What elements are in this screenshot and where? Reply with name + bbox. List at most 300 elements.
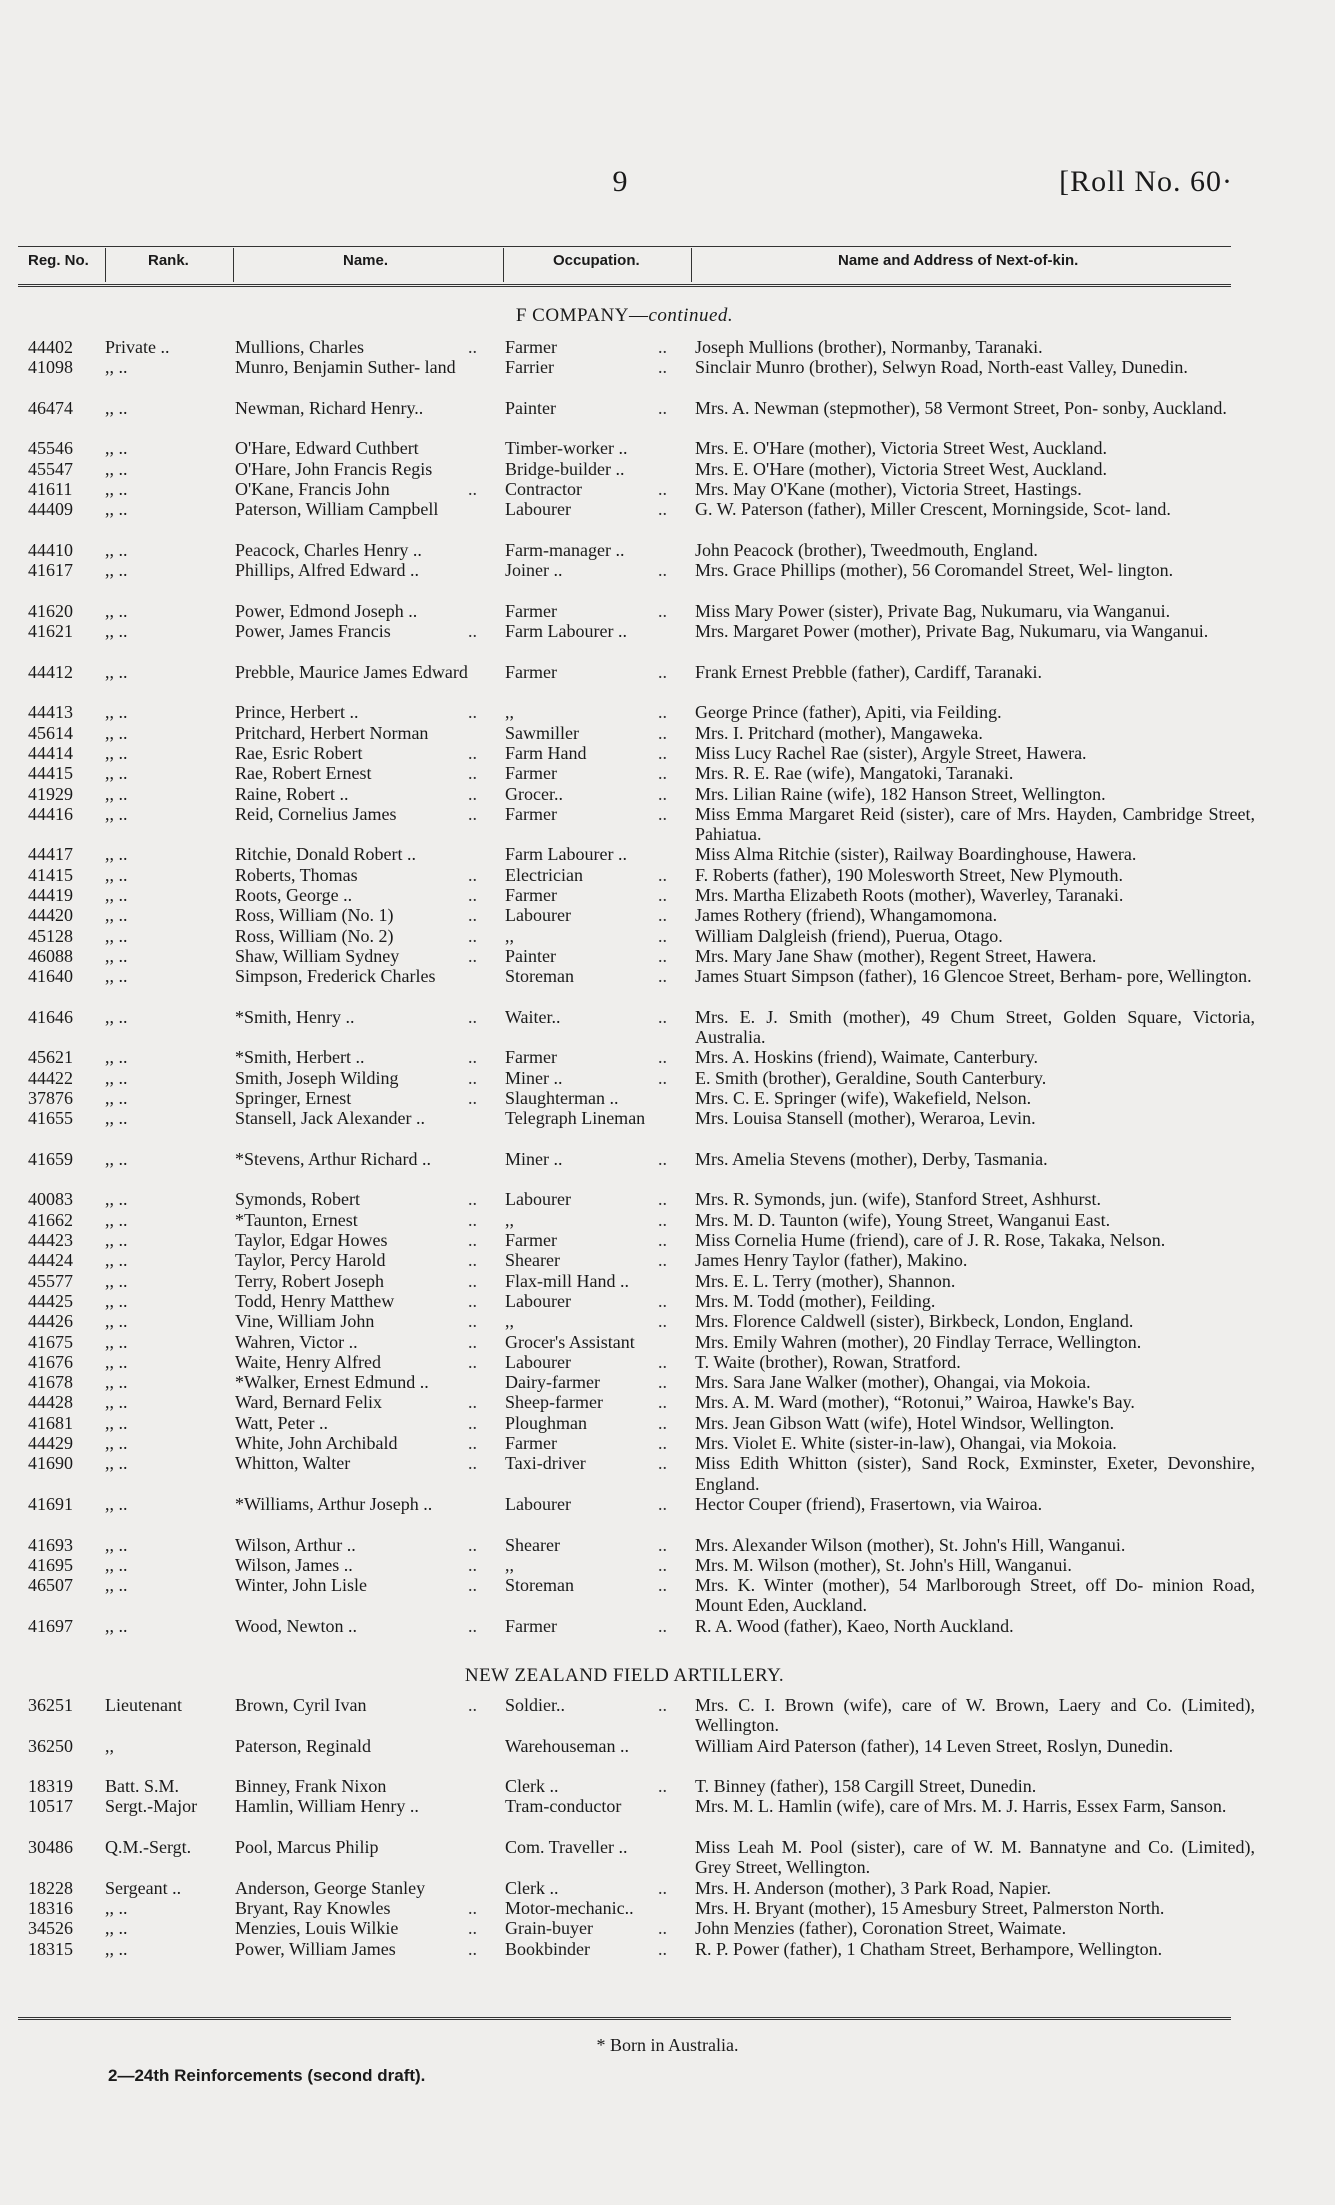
table-row: [18, 1392, 1231, 1412]
soldier-name: O'Kane, Francis John: [235, 479, 390, 500]
reg-number: 44422: [28, 1067, 73, 1088]
rank: ,, ..: [105, 1270, 128, 1291]
col-divider: [233, 248, 234, 282]
rank: ,, ..: [105, 1148, 128, 1169]
table-row: [18, 1616, 1231, 1636]
rank: ,, ..: [105, 1493, 128, 1514]
occupation: Telegraph Lineman: [505, 1108, 646, 1129]
occupation: Farmer: [505, 600, 557, 621]
occupation: Clerk ..: [505, 1877, 559, 1898]
rank: ,, ..: [105, 1189, 128, 1210]
rank: ,, ..: [105, 1108, 128, 1129]
next-of-kin: Mrs. M. L. Hamlin (wife), care of Mrs. M. J. Harris, Essex Farm, Sanson.: [695, 1796, 1227, 1817]
occupation: Farm Labourer ..: [505, 621, 627, 642]
occupation: Labourer: [505, 1493, 571, 1514]
reg-number: 41646: [28, 1006, 73, 1027]
soldier-name: Power, James Francis: [235, 621, 391, 642]
table-row: [18, 1149, 1231, 1190]
occupation: Farmer: [505, 885, 557, 906]
rank: ,, ..: [105, 864, 128, 885]
reg-number: 44414: [28, 742, 73, 763]
name-leader-dots: ..: [468, 1006, 477, 1027]
occupation: Miner ..: [505, 1067, 563, 1088]
rank: ,, ..: [105, 560, 128, 581]
table-row: [18, 621, 1231, 662]
next-of-kin: George Prince (father), Apiti, via Feilding.: [695, 702, 1002, 723]
reg-number: 44415: [28, 763, 73, 784]
rank: ,, ..: [105, 1897, 128, 1918]
table-row: [18, 1494, 1231, 1535]
occupation: Com. Traveller ..: [505, 1837, 628, 1858]
table-row: [18, 1736, 1231, 1777]
soldier-name: Stansell, Jack Alexander ..: [235, 1108, 425, 1129]
reg-number: 44425: [28, 1290, 73, 1311]
occupation-leader-dots: ..: [658, 722, 667, 743]
table-row: [18, 723, 1231, 743]
reg-number: 44429: [28, 1433, 73, 1454]
rank: ,, ..: [105, 397, 128, 418]
occupation-leader-dots: ..: [658, 1067, 667, 1088]
soldier-name: Rae, Esric Robert: [235, 742, 363, 763]
table-row: [18, 1250, 1231, 1270]
occupation-leader-dots: ..: [658, 1695, 667, 1715]
soldier-name: Newman, Richard Henry..: [235, 397, 424, 418]
occupation: Labourer: [505, 499, 571, 520]
occupation: Sawmiller: [505, 722, 579, 743]
table-row: [18, 1332, 1231, 1352]
reg-number: 44402: [28, 337, 73, 357]
occupation: Tram-conductor: [505, 1796, 622, 1817]
reg-number: 46088: [28, 945, 73, 966]
soldier-name: Reid, Cornelius James: [235, 803, 397, 824]
soldier-name: Prince, Herbert ..: [235, 702, 359, 723]
occupation-leader-dots: ..: [658, 783, 667, 804]
occupation-leader-dots: ..: [658, 966, 667, 987]
occupation: Bookbinder: [505, 1938, 590, 1959]
occupation: Contractor: [505, 479, 582, 500]
rank: ,, ..: [105, 1230, 128, 1251]
soldier-name: White, John Archibald: [235, 1433, 398, 1454]
reg-number: 41655: [28, 1108, 73, 1129]
table-row: [18, 1230, 1231, 1250]
occupation: Grain-buyer: [505, 1918, 593, 1939]
rank: ,, ..: [105, 702, 128, 723]
reg-number: 41691: [28, 1493, 73, 1514]
reg-number: 40083: [28, 1189, 73, 1210]
occupation: Dairy-farmer: [505, 1372, 600, 1393]
name-leader-dots: ..: [468, 803, 477, 824]
rank: ,, ..: [105, 1615, 128, 1636]
rank: ,,: [105, 1735, 114, 1756]
name-leader-dots: ..: [468, 1067, 477, 1088]
occupation: Storeman: [505, 966, 574, 987]
table-row: [18, 1210, 1231, 1230]
col-next-of-kin: Name and Address of Next-of-kin.: [838, 252, 1079, 269]
reg-number: 41617: [28, 560, 73, 581]
rank: ,, ..: [105, 1250, 128, 1271]
col-rank: Rank.: [148, 252, 189, 269]
rank: ,, ..: [105, 803, 128, 824]
reg-number: 41611: [28, 479, 73, 500]
next-of-kin: Mrs. Emily Wahren (mother), 20 Findlay Terrace, Wellington.: [695, 1331, 1142, 1352]
rank: ,, ..: [105, 966, 128, 987]
table-row: [18, 1088, 1231, 1108]
reg-number: 44419: [28, 885, 73, 906]
col-divider: [691, 248, 692, 282]
name-leader-dots: ..: [468, 1695, 477, 1715]
next-of-kin: John Menzies (father), Coronation Street, Waimate.: [695, 1918, 1067, 1939]
next-of-kin: Miss Leah M. Pool (sister), care of W. M. Bannatyne and Co. (Limited), Grey Street, Wellington.: [695, 1837, 1255, 1878]
occupation: Farmer: [505, 803, 557, 824]
soldier-name: Prebble, Maurice James Edward: [235, 661, 468, 682]
rank: ,, ..: [105, 661, 128, 682]
reg-number: 44416: [28, 803, 73, 824]
rank: ,, ..: [105, 1351, 128, 1372]
next-of-kin: Mrs. Lilian Raine (wife), 182 Hanson Street, Wellington.: [695, 783, 1106, 804]
reg-number: 45128: [28, 925, 73, 946]
reg-number: 41929: [28, 783, 73, 804]
occupation-leader-dots: ..: [658, 1392, 667, 1413]
occupation-leader-dots: ..: [658, 864, 667, 885]
next-of-kin: Mrs. R. E. Rae (wife), Mangatoki, Taranaki.: [695, 763, 1014, 784]
name-leader-dots: ..: [468, 905, 477, 926]
rank: Sergeant ..: [105, 1877, 182, 1898]
name-leader-dots: ..: [468, 1290, 477, 1311]
soldier-name: Winter, John Lisle: [235, 1575, 368, 1596]
soldier-name: Ross, William (No. 2): [235, 925, 394, 946]
soldier-name: Ross, William (No. 1): [235, 905, 394, 926]
table-row: [18, 1878, 1231, 1898]
soldier-name: Bryant, Ray Knowles: [235, 1897, 391, 1918]
table-row: [18, 844, 1231, 864]
rank: ,, ..: [105, 1918, 128, 1939]
occupation: Joiner ..: [505, 560, 563, 581]
occupation: Flax-mill Hand ..: [505, 1270, 629, 1291]
table-row: [18, 926, 1231, 946]
table-row: [18, 479, 1231, 499]
soldier-name: Vine, William John: [235, 1311, 375, 1332]
name-leader-dots: ..: [468, 1230, 477, 1251]
name-leader-dots: ..: [468, 479, 477, 500]
name-leader-dots: ..: [468, 1047, 477, 1068]
next-of-kin: William Aird Paterson (father), 14 Leven Street, Roslyn, Dunedin.: [695, 1735, 1174, 1756]
reg-number: 37876: [28, 1087, 73, 1108]
table-row: [18, 865, 1231, 885]
reg-number: 46507: [28, 1575, 73, 1596]
name-leader-dots: ..: [468, 1331, 477, 1352]
occupation-leader-dots: ..: [658, 1453, 667, 1474]
table-row: [18, 763, 1231, 783]
rank: ,, ..: [105, 742, 128, 763]
occupation: Farmer: [505, 763, 557, 784]
table-row: [18, 438, 1231, 458]
header-bottom-rule: [18, 284, 1231, 287]
soldier-name: Brown, Cyril Ivan: [235, 1695, 367, 1715]
soldier-name: Roots, George ..: [235, 885, 353, 906]
soldier-name: Binney, Frank Nixon: [235, 1776, 387, 1797]
occupation-leader-dots: ..: [658, 397, 667, 418]
soldier-name: Pritchard, Herbert Norman: [235, 722, 429, 743]
table-row: [18, 499, 1231, 540]
soldier-name: Munro, Benjamin Suther- land: [235, 357, 456, 378]
soldier-name: O'Hare, John Francis Regis: [235, 458, 433, 479]
reg-number: 45614: [28, 722, 73, 743]
name-leader-dots: ..: [468, 763, 477, 784]
next-of-kin: T. Waite (brother), Rowan, Stratford.: [695, 1351, 961, 1372]
table-row: [18, 743, 1231, 763]
occupation: Farmer: [505, 1615, 557, 1636]
table-row: [18, 966, 1252, 1007]
soldier-name: Raine, Robert ..: [235, 783, 349, 804]
next-of-kin: John Peacock (brother), Tweedmouth, England.: [695, 539, 1038, 560]
table-row: [18, 803, 1255, 845]
footnote: * Born in Australia.: [596, 2035, 739, 2055]
reg-number: 36251: [28, 1695, 73, 1715]
f-company-rows: [18, 337, 1255, 1636]
occupation-leader-dots: ..: [658, 1372, 667, 1393]
name-leader-dots: ..: [468, 885, 477, 906]
rank: ,, ..: [105, 1087, 128, 1108]
table-row: [18, 560, 1231, 601]
occupation-leader-dots: ..: [658, 742, 667, 763]
section-title-suffix: continued.: [648, 305, 734, 326]
soldier-name: Whitton, Walter: [235, 1453, 351, 1474]
reg-number: 18316: [28, 1897, 73, 1918]
name-leader-dots: ..: [468, 1087, 477, 1108]
rank: Batt. S.M.: [105, 1776, 180, 1797]
table-row: [18, 1006, 1255, 1048]
next-of-kin: Mrs. H. Anderson (mother), 3 Park Road, Napier.: [695, 1877, 1051, 1898]
next-of-kin: Miss Lucy Rachel Rae (sister), Argyle Street, Hawera.: [695, 742, 1087, 763]
table-row: [18, 459, 1231, 479]
soldier-name: Wilson, James ..: [235, 1554, 353, 1575]
col-name: Name.: [343, 252, 389, 269]
rank: ,, ..: [105, 1209, 128, 1230]
next-of-kin: Mrs. Jean Gibson Watt (wife), Hotel Windsor, Wellington.: [695, 1412, 1115, 1433]
rank: ,, ..: [105, 539, 128, 560]
table-row: [18, 1047, 1231, 1067]
soldier-name: Taylor, Percy Harold: [235, 1250, 386, 1271]
next-of-kin: Mrs. Louisa Stansell (mother), Weraroa, Levin.: [695, 1108, 1036, 1129]
name-leader-dots: ..: [468, 1392, 477, 1413]
reg-number: 41675: [28, 1331, 73, 1352]
next-of-kin: Frank Ernest Prebble (father), Cardiff, Taranaki.: [695, 661, 1042, 682]
occupation: Sheep-farmer: [505, 1392, 603, 1413]
occupation-leader-dots: ..: [658, 357, 667, 378]
table-row: [18, 398, 1231, 439]
reg-number: 41620: [28, 600, 73, 621]
field-artillery-rows: [18, 1695, 1255, 1959]
rank: ,, ..: [105, 1938, 128, 1959]
occupation: Farm Hand: [505, 742, 587, 763]
next-of-kin: G. W. Paterson (father), Miller Crescent, Morningside, Scot- land.: [695, 499, 1171, 520]
soldier-name: Simpson, Frederick Charles: [235, 966, 436, 987]
next-of-kin: Mrs. Alexander Wilson (mother), St. John's Hill, Wanganui.: [695, 1534, 1126, 1555]
soldier-name: Shaw, William Sydney: [235, 945, 400, 966]
rank: ,, ..: [105, 1290, 128, 1311]
table-row: [18, 1939, 1231, 1959]
name-leader-dots: ..: [468, 1412, 477, 1433]
occupation-leader-dots: ..: [658, 925, 667, 946]
soldier-name: Watt, Peter ..: [235, 1412, 329, 1433]
rank: ,, ..: [105, 783, 128, 804]
rank: ,, ..: [105, 1453, 128, 1474]
reg-number: 18228: [28, 1877, 73, 1898]
occupation: Farmer: [505, 661, 557, 682]
rank: ,, ..: [105, 1412, 128, 1433]
section-title-main: F COMPANY—: [515, 305, 649, 326]
table-row: [18, 1372, 1231, 1392]
occupation-leader-dots: ..: [658, 1534, 667, 1555]
occupation: Taxi-driver: [505, 1453, 586, 1474]
table-row: [18, 1796, 1231, 1837]
next-of-kin: Mrs. E. O'Hare (mother), Victoria Street West, Auckland.: [695, 458, 1107, 479]
occupation: Bridge-builder ..: [505, 458, 625, 479]
next-of-kin: Joseph Mullions (brother), Normanby, Taranaki.: [695, 337, 1043, 357]
table-row: [18, 662, 1231, 703]
next-of-kin: Miss Alma Ritchie (sister), Railway Boardinghouse, Hawera.: [695, 844, 1137, 865]
next-of-kin: James Stuart Simpson (father), 16 Glencoe Street, Berham- pore, Wellington.: [695, 966, 1252, 987]
next-of-kin: Mrs. C. E. Springer (wife), Wakefield, Nelson.: [695, 1087, 1032, 1108]
occupation: Farmer: [505, 1433, 557, 1454]
col-reg: Reg. No.: [28, 252, 89, 269]
next-of-kin: E. Smith (brother), Geraldine, South Canterbury.: [695, 1067, 1047, 1088]
soldier-name: *Stevens, Arthur Richard ..: [235, 1148, 431, 1169]
rank: ,, ..: [105, 1067, 128, 1088]
occupation-leader-dots: ..: [658, 1047, 667, 1068]
soldier-name: Paterson, Reginald: [235, 1735, 371, 1756]
occupation-leader-dots: ..: [658, 1877, 667, 1898]
occupation-leader-dots: ..: [658, 1918, 667, 1939]
occupation-leader-dots: ..: [658, 763, 667, 784]
occupation: ,,: [505, 925, 514, 946]
table-row: [18, 357, 1231, 398]
name-leader-dots: ..: [468, 742, 477, 763]
name-leader-dots: ..: [468, 1189, 477, 1210]
table-row: [18, 1433, 1231, 1453]
soldier-name: Wahren, Victor ..: [235, 1331, 358, 1352]
next-of-kin: Mrs. H. Bryant (mother), 15 Amesbury Street, Palmerston North.: [695, 1897, 1165, 1918]
next-of-kin: Mrs. M. Wilson (mother), St. John's Hill, Wanganui.: [695, 1554, 1072, 1575]
print-footer: 2—24th Reinforcements (second draft).: [108, 2066, 426, 2085]
reg-number: 41678: [28, 1372, 73, 1393]
rank: ,, ..: [105, 1331, 128, 1352]
occupation: Miner ..: [505, 1148, 563, 1169]
rank: ,, ..: [105, 1575, 128, 1596]
soldier-name: Power, Edmond Joseph ..: [235, 600, 418, 621]
name-leader-dots: ..: [468, 1938, 477, 1959]
section-title: NEW ZEALAND FIELD ARTILLERY.: [464, 1665, 785, 1686]
next-of-kin: Mrs. May O'Kane (mother), Victoria Street, Hastings.: [695, 479, 1082, 500]
section-title: [18, 305, 1231, 327]
occupation: Shearer: [505, 1534, 560, 1555]
next-of-kin: William Dalgleish (friend), Puerua, Otago.: [695, 925, 1003, 946]
next-of-kin: Mrs. K. Winter (mother), 54 Marlborough Street, off Do- minion Road, Mount Eden, Auckland.: [695, 1575, 1255, 1616]
soldier-name: *Smith, Henry ..: [235, 1006, 355, 1027]
next-of-kin: Mrs. I. Pritchard (mother), Mangaweka.: [695, 722, 983, 743]
occupation: Ploughman: [505, 1412, 588, 1433]
table-row: [18, 784, 1231, 804]
table-row: [18, 1776, 1231, 1796]
page-number: 9: [612, 165, 628, 198]
rank: ,, ..: [105, 945, 128, 966]
reg-number: 44409: [28, 499, 73, 520]
reg-number: 18319: [28, 1776, 73, 1797]
rank: Private ..: [105, 337, 170, 357]
roll-number: [Roll No. 60·: [1059, 165, 1233, 198]
occupation-leader-dots: ..: [658, 1006, 667, 1027]
next-of-kin: Miss Cornelia Hume (friend), care of J. R. Rose, Takaka, Nelson.: [695, 1230, 1166, 1251]
occupation: Grocer..: [505, 783, 563, 804]
reg-number: 41697: [28, 1615, 73, 1636]
soldier-name: O'Hare, Edward Cuthbert: [235, 438, 419, 459]
rank: ,, ..: [105, 1311, 128, 1332]
occupation: Labourer: [505, 1351, 571, 1372]
table-row: [18, 1311, 1231, 1331]
soldier-name: Terry, Robert Joseph: [235, 1270, 385, 1291]
table-row: [18, 1898, 1231, 1918]
occupation: Labourer: [505, 1189, 571, 1210]
soldier-name: Mullions, Charles: [235, 337, 364, 357]
name-leader-dots: ..: [468, 337, 477, 357]
occupation: Grocer's Assistant: [505, 1331, 635, 1352]
soldier-name: Waite, Henry Alfred: [235, 1351, 381, 1372]
soldier-name: Roberts, Thomas: [235, 864, 358, 885]
occupation-leader-dots: ..: [658, 499, 667, 520]
soldier-name: Smith, Joseph Wilding: [235, 1067, 399, 1088]
rank: ,, ..: [105, 885, 128, 906]
reg-number: 44424: [28, 1250, 73, 1271]
reg-number: 10517: [28, 1796, 73, 1817]
reg-number: 41690: [28, 1453, 73, 1474]
rank: ,, ..: [105, 905, 128, 926]
occupation: Motor-mechanic..: [505, 1897, 634, 1918]
soldier-name: Rae, Robert Ernest: [235, 763, 372, 784]
occupation: Slaughterman ..: [505, 1087, 619, 1108]
soldier-name: Wood, Newton ..: [235, 1615, 358, 1636]
reg-number: 41621: [28, 621, 73, 642]
col-divider: [503, 248, 504, 282]
occupation: Farrier: [505, 357, 554, 378]
next-of-kin: Mrs. Grace Phillips (mother), 56 Coromandel Street, Wel- lington.: [695, 560, 1174, 581]
occupation: Labourer: [505, 1290, 571, 1311]
name-leader-dots: ..: [468, 1554, 477, 1575]
occupation-leader-dots: ..: [658, 1938, 667, 1959]
header-top-rule: [18, 246, 1231, 247]
next-of-kin: Mrs. Mary Jane Shaw (mother), Regent Street, Hawera.: [695, 945, 1097, 966]
next-of-kin: F. Roberts (father), 190 Molesworth Street, New Plymouth.: [695, 864, 1124, 885]
rank: ,, ..: [105, 763, 128, 784]
next-of-kin: Mrs. A. Newman (stepmother), 58 Vermont Street, Pon- sonby, Auckland.: [695, 397, 1227, 418]
occupation-leader-dots: ..: [658, 1575, 667, 1596]
rank: ,, ..: [105, 357, 128, 378]
table-row: [18, 702, 1231, 722]
occupation-leader-dots: ..: [658, 1148, 667, 1169]
occupation-leader-dots: ..: [658, 1250, 667, 1271]
table-row: [18, 1271, 1231, 1291]
occupation-leader-dots: ..: [658, 1554, 667, 1575]
reg-number: 41415: [28, 864, 73, 885]
footer-rule: [18, 2017, 1231, 2020]
occupation-leader-dots: ..: [658, 337, 667, 357]
table-row: [18, 540, 1231, 560]
rank: ,, ..: [105, 925, 128, 946]
reg-number: 41681: [28, 1412, 73, 1433]
next-of-kin: Mrs. Violet E. White (sister-in-law), Ohangai, via Mokoia.: [695, 1433, 1117, 1454]
name-leader-dots: ..: [468, 945, 477, 966]
occupation-leader-dots: ..: [658, 885, 667, 906]
occupation-leader-dots: ..: [658, 1412, 667, 1433]
